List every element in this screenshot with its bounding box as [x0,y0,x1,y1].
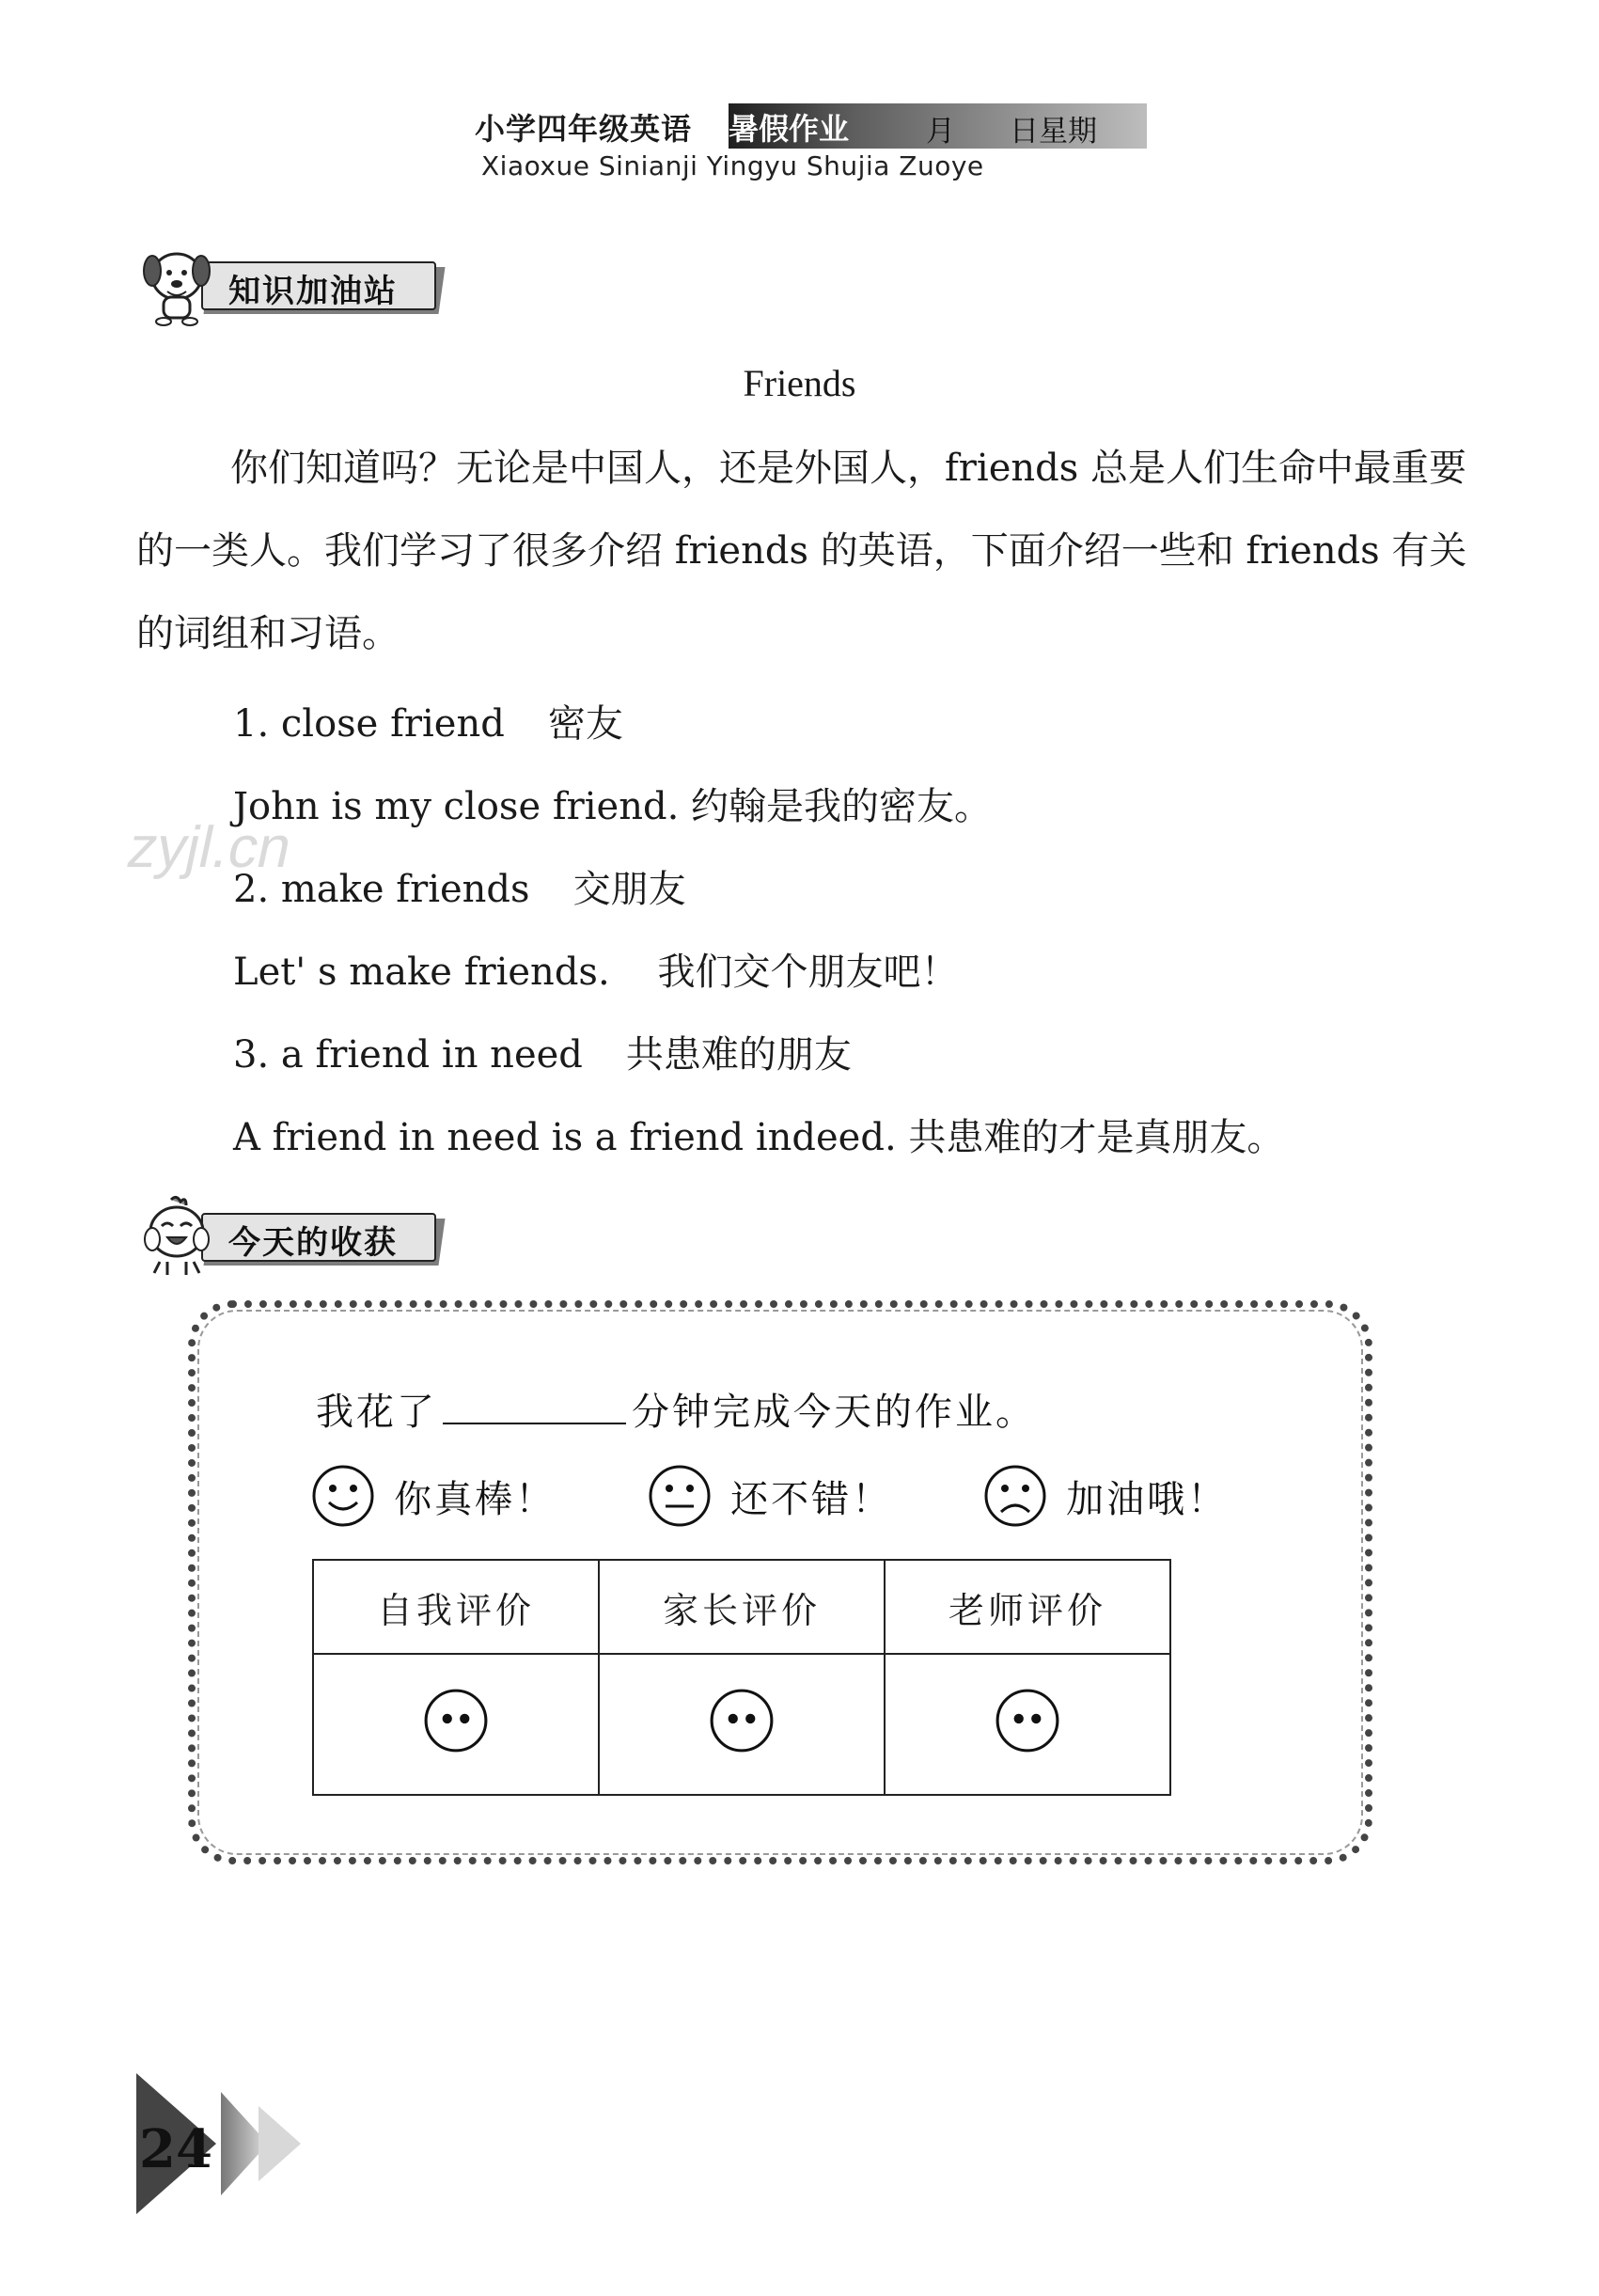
time-prefix: 我花了 [316,1391,437,1434]
watermark: zyjl.cn [121,815,298,880]
time-spent-line [316,1382,1036,1436]
self-evaluation-cell[interactable] [313,1654,599,1795]
header-title: 小学四年级英语 [475,111,693,147]
phrase-meaning: 共患难的朋友 [625,1033,852,1077]
header-self-evaluation: 自我评价 [313,1560,599,1654]
rating-label: 你真棒！ [394,1477,557,1521]
phrase-item-2 [233,859,686,913]
teacher-evaluation-cell[interactable] [885,1654,1170,1795]
month-label: 月 [926,115,955,149]
blank-face-icon [994,1687,1061,1754]
phrase-item-3 [233,1025,852,1078]
time-suffix: 分钟完成今天的作业。 [632,1391,1036,1434]
day-label: 日星期 [1010,115,1097,149]
intro-paragraph: 你们知道吗？无论是中国人，还是外国人，friends 总是人们生命中最重要的一类人。我们学习了很多介绍 friends 的英语，下面介绍一些和 friends 有关的词组和习语。 [136,447,1467,655]
smiley-face-icon [310,1463,376,1529]
neutral-face-icon [647,1463,713,1529]
rating-option-1[interactable] [310,1463,556,1529]
phrase-meaning: 交朋友 [572,868,686,911]
sad-face-icon [982,1463,1048,1529]
phrase-item-1 [233,694,623,747]
article-title: Friends [743,362,856,404]
rating-label: 加油哦！ [1066,1477,1229,1521]
example-sentence-1: John is my close friend. 约翰是我的密友。 [233,785,993,828]
blank-face-icon [708,1687,776,1754]
minutes-blank[interactable] [443,1394,626,1424]
phrase-text: 3. a friend in need [233,1033,583,1077]
header-date-labels [926,107,1097,149]
parent-evaluation-cell[interactable] [599,1654,885,1795]
phrase-meaning: 密友 [547,702,623,746]
phrase-text: 1. close friend [233,702,505,746]
blank-face-icon [422,1687,490,1754]
section-heading: 知识加油站 [228,273,398,310]
evaluation-table [312,1559,1171,1796]
table-header-row [313,1560,1170,1654]
page-number: 24 [139,2118,212,2180]
section-heading: 今天的收获 [228,1224,398,1262]
rating-option-2[interactable] [647,1463,892,1529]
header-pinyin: Xiaoxue Sinianji Yingyu Shujia Zuoye [481,150,984,181]
section-banner-knowledge [139,254,449,316]
header-teacher-evaluation: 老师评价 [885,1560,1170,1654]
table-face-row [313,1654,1170,1795]
rating-option-3[interactable] [982,1463,1228,1529]
header-parent-evaluation: 家长评价 [599,1560,885,1654]
example-sentence-3: A friend in need is a friend indeed. 共患难的才是真朋友。 [233,1116,1285,1159]
header-band-label: 暑假作业 [729,111,850,147]
example-sentence-2: Let' s make friends. 我们交个朋友吧！ [233,951,959,994]
chick-icon [139,1194,214,1279]
phrase-text: 2. make friends [233,868,530,911]
rating-label: 还不错！ [730,1477,893,1521]
puppy-icon [139,243,214,327]
section-banner-harvest [139,1205,449,1267]
